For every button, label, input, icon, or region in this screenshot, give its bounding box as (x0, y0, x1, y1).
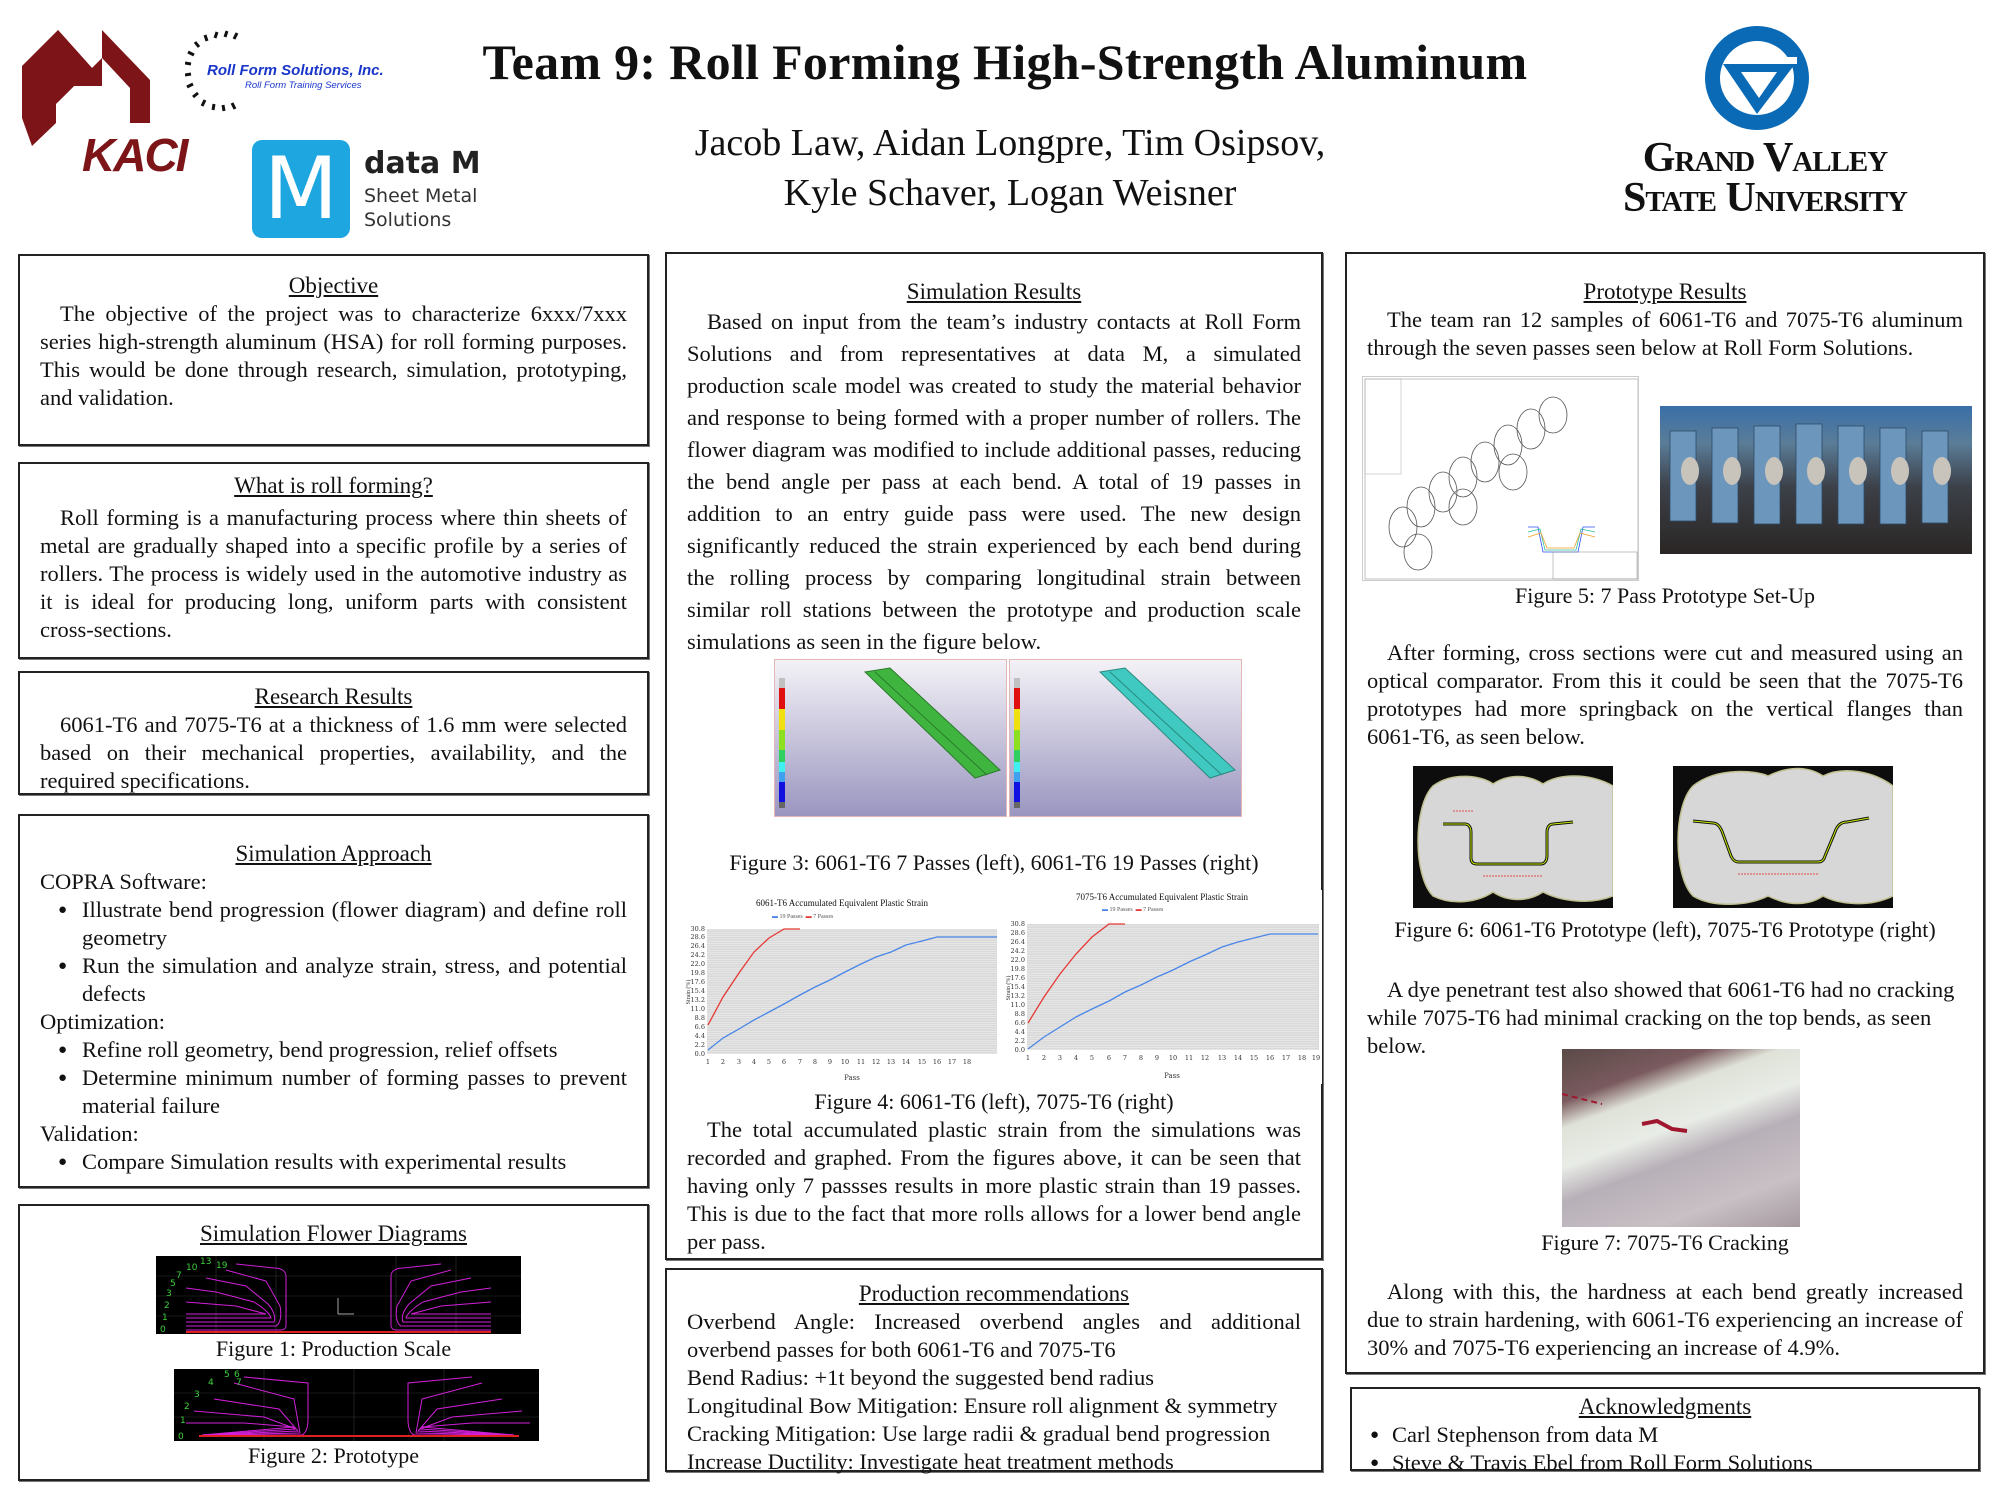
figure-7-caption: Figure 7: 7075-T6 Cracking (1541, 1230, 1789, 1255)
simulation-results-section (665, 252, 1323, 1260)
research-results-section (18, 671, 649, 795)
data-m-name: data M (364, 146, 481, 181)
chart-7075-plot (1002, 890, 1322, 1084)
prototype-results-section (1345, 252, 1985, 1374)
optimization-item: ● Refine roll geometry, bend progression, relief offsets (40, 1036, 627, 1064)
data-m-sub1: Sheet Metal (364, 185, 478, 207)
svg-text:0: 0 (178, 1432, 184, 1441)
svg-text:10: 10 (840, 1058, 850, 1066)
svg-text:22.0: 22.0 (1010, 956, 1025, 964)
chart-7075-title: 7075-T6 Accumulated Equivalent Plastic Strain (1076, 892, 1248, 902)
chart-7075-legend: ▬ 19 Passes ▬ 7 Passes (1102, 907, 1164, 913)
production-item: Longitudinal Bow Mitigation: Ensure roll alignment & symmetry (687, 1393, 1278, 1418)
strain-contour-7-pass (775, 660, 1007, 817)
svg-text:0: 0 (160, 1325, 166, 1334)
svg-text:2: 2 (164, 1301, 170, 1311)
simulation-approach-section (18, 814, 649, 1188)
roll-mill-stations (1660, 406, 1972, 554)
svg-text:24.2: 24.2 (690, 951, 705, 959)
copra-label: COPRA Software: (40, 869, 207, 894)
svg-text:17: 17 (1281, 1054, 1291, 1062)
objective-heading: Objective (288, 273, 379, 298)
svg-text:28.6: 28.6 (690, 933, 705, 941)
prototype-text-3: A dye penetrant test also showed that 6061-T6 had no cracking while 7075-T6 had minimal cracking on the top bends, as seen below. (1367, 977, 1955, 1058)
figure-1-caption: Figure 1: Production Scale (215, 1336, 452, 1361)
prototype-flower-diagram (174, 1369, 539, 1441)
svg-text:13: 13 (200, 1257, 212, 1267)
svg-text:6.6: 6.6 (1014, 1019, 1025, 1027)
gvsu-line-2: State University (1622, 175, 1907, 221)
svg-text:8: 8 (812, 1058, 818, 1066)
svg-text:11: 11 (856, 1058, 866, 1066)
copra-list (40, 896, 627, 1008)
production-heading: Production recommendations (858, 1281, 1130, 1306)
svg-text:5: 5 (766, 1058, 772, 1066)
data-m-sub2: Solutions (364, 209, 452, 231)
svg-text:22.0: 22.0 (690, 960, 705, 968)
production-flower-diagram (156, 1256, 521, 1334)
svg-text:8.8: 8.8 (1014, 1010, 1025, 1018)
chart-6061-plot (682, 894, 1002, 1084)
svg-text:8.8: 8.8 (694, 1014, 705, 1022)
svg-text:3: 3 (194, 1390, 200, 1400)
svg-text:13.2: 13.2 (1010, 992, 1025, 1000)
svg-text:2: 2 (184, 1402, 190, 1412)
sim-results-heading: Simulation Results (906, 279, 1082, 304)
legend-7-passes: 7 Passes (813, 914, 834, 920)
production-recommendations-section (665, 1268, 1323, 1472)
svg-text:9: 9 (827, 1058, 833, 1066)
production-item: Overbend Angle: Increased overbend angles and additional overbend passes for both 6061-T6 and 7075-T6 (687, 1309, 1301, 1362)
svg-text:11.0: 11.0 (1010, 1001, 1025, 1009)
svg-text:5: 5 (224, 1370, 230, 1380)
svg-text:6.6: 6.6 (694, 1023, 705, 1031)
svg-text:4.4: 4.4 (694, 1032, 705, 1040)
svg-text:2.2: 2.2 (694, 1041, 705, 1049)
figure-3-caption: Figure 3: 6061-T6 7 Passes (left), 6061-T6 19 Passes (right) (729, 850, 1259, 875)
roll-tooling-drawing (1363, 377, 1639, 581)
svg-text:7: 7 (797, 1058, 803, 1066)
cross-section-6061 (1413, 766, 1613, 908)
acknowledgment-item: ● Carl Stephenson from data M (1370, 1421, 1960, 1449)
data-m-subtitle (364, 184, 477, 232)
svg-text:7: 7 (1122, 1054, 1128, 1062)
validation-label: Validation: (40, 1121, 139, 1146)
data-m-icon: M (252, 140, 350, 238)
optimization-label: Optimization: (40, 1009, 165, 1034)
svg-text:7: 7 (176, 1271, 182, 1281)
svg-text:Pass: Pass (1164, 1072, 1180, 1080)
svg-text:6: 6 (234, 1370, 240, 1380)
figure-3-19-pass-sim (1009, 659, 1242, 817)
gvsu-line-1: Grand Valley (1642, 135, 1888, 181)
figure-6-caption: Figure 6: 6061-T6 Prototype (left), 7075-T6 Prototype (right) (1394, 917, 1936, 942)
cross-section-7075 (1673, 766, 1893, 908)
figure-5-roll-drawing (1362, 376, 1639, 581)
copra-item: ● Run the simulation and analyze strain, stress, and potential defects (40, 952, 627, 1008)
copra-item: ● Illustrate bend progression (flower diagram) and define roll geometry (40, 896, 627, 952)
kaci-logo (22, 28, 187, 181)
figure-5-roll-mill-photo (1660, 406, 1972, 554)
gvsu-logo (1585, 20, 1945, 220)
svg-text:19.8: 19.8 (1010, 965, 1025, 973)
svg-text:4: 4 (208, 1378, 214, 1388)
sim-results-text-2: The total accumulated plastic strain from the simulations was recorded and graphed. From the figures above, it can be seen that having only 7 passses results in more plastic strain than 19 passes. This is due to the fact that more rolls allows for a lower bend angle per pass. (687, 1117, 1301, 1254)
svg-text:10: 10 (186, 1263, 198, 1273)
svg-text:15.4: 15.4 (1010, 983, 1025, 991)
svg-text:4.4: 4.4 (1014, 1028, 1025, 1036)
sim-results-text: Based on input from the team’s industry contacts at Roll Form Solutions and from representatives at data M, a simulated production scale model was created to study the material behavior and response to being formed with a proper number of rollers. The flower diagram was modified to include additional passes, reducing the bend angle per pass at each bend. A total of 19 passes in addition to an entry guide pass were used. The new design significantly reduced the strain experienced by each bend during the rolling process by comparing longitudinal strain between similar roll stations between the prototype and production scale simulations as seen in the figure below. (687, 309, 1301, 654)
crack-indication (1562, 1049, 1800, 1227)
svg-text:2: 2 (1041, 1054, 1047, 1062)
production-item: Bend Radius: +1t beyond the suggested bend radius (687, 1365, 1154, 1390)
legend-7-passes: 7 Passes (1143, 907, 1164, 913)
gvsu-wordmark (1585, 135, 1945, 221)
acknowledgments-list (1370, 1421, 1960, 1477)
svg-text:1: 1 (162, 1313, 168, 1323)
svg-text:1: 1 (1025, 1054, 1031, 1062)
flower-heading: Simulation Flower Diagrams (199, 1221, 468, 1246)
figure-2-prototype-flower (174, 1369, 539, 1441)
authors-line-1: Jacob Law, Aidan Longpre, Tim Osipsov, (694, 122, 1326, 164)
objective-section (18, 254, 649, 446)
production-item: Increase Ductility: Investigate heat treatment methods (687, 1449, 1174, 1474)
svg-text:18: 18 (962, 1058, 972, 1066)
svg-text:5: 5 (170, 1279, 176, 1289)
svg-text:7: 7 (236, 1378, 242, 1388)
prototype-heading: Prototype Results (1583, 279, 1747, 304)
svg-text:1: 1 (705, 1058, 711, 1066)
prototype-text-1: The team ran 12 samples of 6061-T6 and 7075-T6 aluminum through the seven passes seen below at Roll Form Solutions. (1367, 307, 1963, 360)
gvsu-g-icon (1703, 24, 1811, 132)
svg-text:4: 4 (1073, 1054, 1079, 1062)
roll-forming-text: Roll forming is a manufacturing process where thin sheets of metal are gradually shaped into a specific profile by a series of rollers. The process is widely used in the automotive industry as it is ideal for producing long, uniform parts with consistent cross-sections. (40, 505, 627, 642)
authors-line-2: Kyle Schaver, Logan Weisner (783, 172, 1237, 214)
chart-6061-legend: ▬ 19 Passes ▬ 7 Passes (772, 914, 834, 920)
svg-text:10: 10 (1168, 1054, 1178, 1062)
kaci-wordmark: KACI (82, 129, 187, 181)
svg-text:12: 12 (871, 1058, 881, 1066)
figure-4-caption: Figure 4: 6061-T6 (left), 7075-T6 (right) (814, 1089, 1174, 1114)
svg-text:15: 15 (1249, 1054, 1259, 1062)
poster-title: Team 9: Roll Forming High-Strength Aluminum (482, 34, 1528, 90)
svg-text:15.4: 15.4 (690, 987, 705, 995)
data-m-logo (252, 140, 492, 240)
svg-text:Strain (%): Strain (%) (1006, 975, 1012, 1001)
svg-text:Strain (%): Strain (%) (686, 979, 692, 1005)
svg-text:17.6: 17.6 (690, 978, 705, 986)
svg-text:3: 3 (166, 1289, 172, 1299)
objective-text: The objective of the project was to characterize 6xxx/7xxx series high-strength aluminum (HSA) for roll forming purposes. This would be done through research, simulation, prototyping, and validation. (40, 301, 627, 410)
roll-form-name: Roll Form Solutions, Inc. (207, 62, 384, 79)
svg-text:0.0: 0.0 (1014, 1046, 1025, 1054)
figure-1-production-flower (156, 1256, 521, 1334)
svg-text:15: 15 (917, 1058, 927, 1066)
roll-forming-section (18, 462, 649, 659)
svg-text:11: 11 (1184, 1054, 1194, 1062)
chart-6061-title: 6061-T6 Accumulated Equivalent Plastic Strain (756, 898, 928, 908)
figure-3-7-pass-sim (774, 659, 1007, 817)
production-item: Cracking Mitigation: Use large radii & gradual bend progression (687, 1421, 1271, 1446)
svg-text:16: 16 (1265, 1054, 1275, 1062)
svg-text:30.8: 30.8 (1010, 920, 1025, 928)
roll-forming-heading: What is roll forming? (234, 473, 433, 498)
acknowledgments-heading: Acknowledgments (1578, 1394, 1752, 1419)
svg-text:11.0: 11.0 (690, 1005, 705, 1013)
chart-6061-strain (682, 894, 1002, 1084)
svg-text:13: 13 (1217, 1054, 1227, 1062)
svg-text:8: 8 (1138, 1054, 1144, 1062)
optimization-item: ● Determine minimum number of forming passes to prevent material failure (40, 1064, 627, 1120)
figure-6-7075-cross-section (1673, 766, 1893, 908)
validation-list (40, 1148, 627, 1176)
acknowledgment-item: ● Steve & Travis Ebel from Roll Form Solutions (1370, 1449, 1960, 1477)
svg-text:19: 19 (1311, 1054, 1321, 1062)
svg-text:13.2: 13.2 (690, 996, 705, 1004)
svg-text:16: 16 (932, 1058, 942, 1066)
figure-6-6061-cross-section (1413, 766, 1613, 908)
poster-authors (560, 118, 1460, 218)
prototype-text-2: After forming, cross sections were cut and measured using an optical comparator. From this it could be seen that the 7075-T6 prototypes had more springback on the vertical flanges than 6061-T6, as seen below. (1367, 640, 1963, 749)
legend-19-passes: 19 Passes (779, 914, 803, 920)
validation-item: ● Compare Simulation results with experimental results (40, 1148, 627, 1176)
flower-diagrams-section (18, 1204, 649, 1481)
sim-approach-heading: Simulation Approach (235, 841, 432, 866)
svg-text:9: 9 (1154, 1054, 1160, 1062)
svg-text:24.2: 24.2 (1010, 947, 1025, 955)
figure-5-caption: Figure 5: 7 Pass Prototype Set-Up (1514, 583, 1816, 608)
legend-19-passes: 19 Passes (1109, 907, 1133, 913)
acknowledgments-section (1350, 1387, 1980, 1475)
svg-text:Pass: Pass (844, 1074, 860, 1082)
figure-7-cracking-photo (1562, 1049, 1800, 1227)
svg-text:2: 2 (720, 1058, 726, 1066)
roll-form-solutions-logo (185, 30, 410, 120)
svg-text:5: 5 (1089, 1054, 1095, 1062)
svg-text:3: 3 (1057, 1054, 1063, 1062)
svg-text:1: 1 (180, 1416, 186, 1426)
roll-form-subtitle: Roll Form Training Services (245, 80, 362, 91)
svg-text:0.0: 0.0 (694, 1050, 705, 1058)
chart-7075-strain (1002, 890, 1322, 1084)
svg-text:2.2: 2.2 (1014, 1037, 1025, 1045)
svg-text:17.6: 17.6 (1010, 974, 1025, 982)
svg-text:12: 12 (1200, 1054, 1210, 1062)
svg-text:26.4: 26.4 (1010, 938, 1025, 946)
figure-2-caption: Figure 2: Prototype (247, 1443, 420, 1468)
svg-text:17: 17 (947, 1058, 957, 1066)
svg-text:19: 19 (216, 1261, 228, 1271)
svg-text:13: 13 (886, 1058, 896, 1066)
svg-text:19.8: 19.8 (690, 969, 705, 977)
research-heading: Research Results (254, 684, 413, 709)
svg-text:14: 14 (1233, 1054, 1243, 1062)
prototype-text-4: Along with this, the hardness at each bend greatly increased due to strain hardening, with 6061-T6 experiencing an increase of 30% and 7075-T6 experiencing an increase of 4.9%. (1367, 1279, 1963, 1360)
svg-text:14: 14 (901, 1058, 911, 1066)
research-text: 6061-T6 and 7075-T6 at a thickness of 1.6 mm were selected based on their mechanical properties, availability, and the required specifications. (40, 712, 627, 793)
svg-text:6: 6 (781, 1058, 787, 1066)
optimization-list (40, 1036, 627, 1120)
svg-text:3: 3 (736, 1058, 742, 1066)
svg-text:6: 6 (1106, 1054, 1112, 1062)
svg-text:30.8: 30.8 (690, 925, 705, 933)
svg-text:18: 18 (1297, 1054, 1307, 1062)
strain-contour-19-pass (1010, 660, 1242, 817)
svg-text:4: 4 (751, 1058, 757, 1066)
svg-text:28.6: 28.6 (1010, 929, 1025, 937)
svg-text:26.4: 26.4 (690, 942, 705, 950)
